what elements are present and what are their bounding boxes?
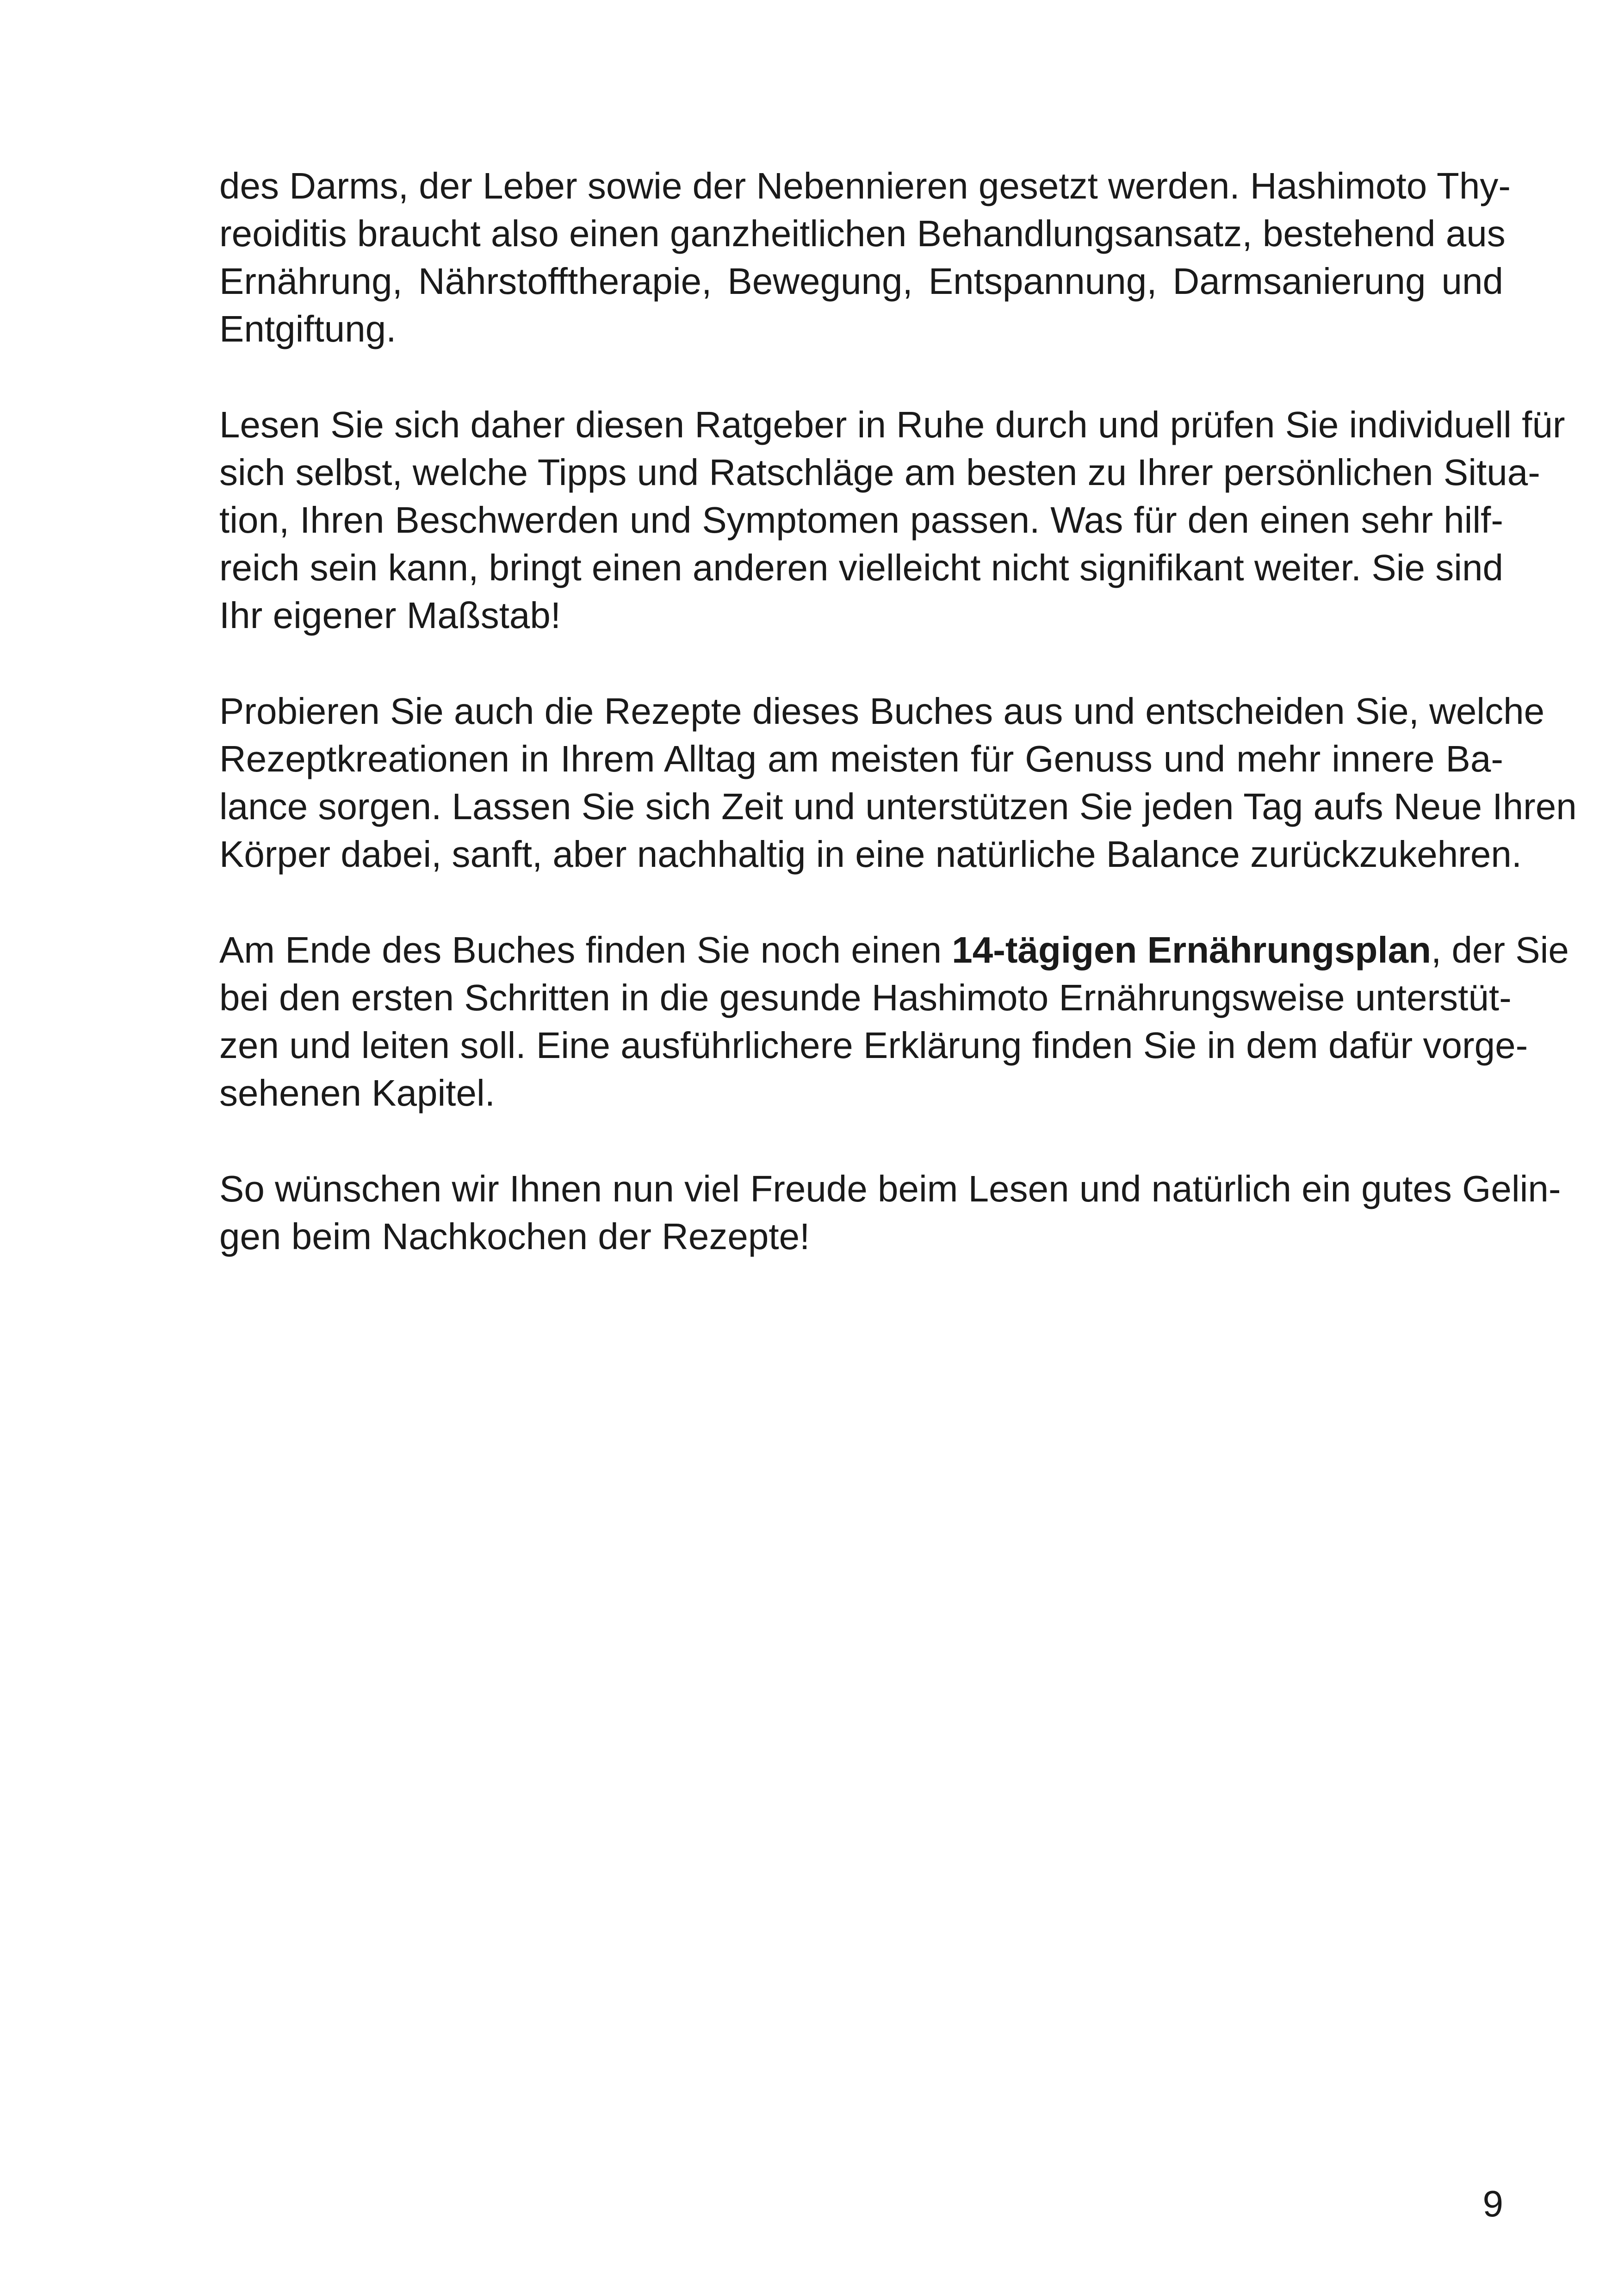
text-line: Ihr eigener Maßstab! — [219, 595, 561, 636]
text-line: sich selbst, welche Tipps und Ratschläge am besten zu Ihrer persönlichen Situa- — [219, 452, 1540, 493]
text-line: Probieren Sie auch die Rezepte dieses Buches aus und entscheiden Sie, welche — [219, 691, 1545, 732]
body-text — [219, 162, 1577, 1260]
paragraph-4 — [219, 926, 1569, 1117]
text-line: Rezeptkreationen in Ihrem Alltag am meisten für Genuss und mehr innere Ba- — [219, 738, 1503, 779]
paragraph-spacer — [219, 1117, 1503, 1165]
text-line: bei den ersten Schritten in die gesunde Hashimoto Ernährungsweise unterstüt- — [219, 977, 1512, 1018]
paragraph-5 — [219, 1165, 1561, 1260]
text-line: des Darms, der Leber sowie der Nebennieren gesetzt werden. Hashimoto Thy- — [219, 165, 1511, 206]
text-line: Ernährung, Nährstofftherapie, Bewegung, Entspannung, Darmsanierung und — [219, 261, 1503, 302]
text-line: sehenen Kapitel. — [219, 1072, 496, 1114]
paragraph-spacer — [219, 353, 1503, 401]
text-run: , der Sie — [1431, 929, 1569, 971]
text-line: Körper dabei, sanft, aber nachhaltig in eine natürliche Balance zurückzukehren. — [219, 834, 1522, 875]
paragraph-2 — [219, 401, 1565, 639]
text-line: gen beim Nachkochen der Rezepte! — [219, 1216, 810, 1257]
paragraph-3 — [219, 687, 1577, 878]
text-line: reich sein kann, bringt einen anderen vielleicht nicht signifikant weiter. Sie sind — [219, 547, 1503, 588]
text-line: Lesen Sie sich daher diesen Ratgeber in Ruhe durch und prüfen Sie individuell für — [219, 404, 1565, 445]
text-line: So wünschen wir Ihnen nun viel Freude beim Lesen und natürlich ein gutes Gelin- — [219, 1168, 1561, 1209]
text-line: Entgiftung. — [219, 308, 397, 349]
text-line: tion, Ihren Beschwerden und Symptomen passen. Was für den einen sehr hilf- — [219, 499, 1503, 541]
paragraph-1 — [219, 162, 1511, 353]
text-run: Am Ende des Buches finden Sie noch einen — [219, 929, 952, 971]
text-line — [219, 926, 1569, 974]
paragraph-spacer — [219, 878, 1503, 926]
paragraph-spacer — [219, 639, 1503, 687]
text-line: zen und leiten soll. Eine ausführlichere Erklärung finden Sie in dem dafür vorge- — [219, 1025, 1528, 1066]
text-line: reoiditis braucht also einen ganzheitlichen Behandlungsansatz, bestehend aus — [219, 213, 1506, 254]
bold-highlight: 14-tägigen Ernährungsplan — [952, 929, 1431, 971]
text-line: lance sorgen. Lassen Sie sich Zeit und unterstützen Sie jeden Tag aufs Neue Ihren — [219, 786, 1577, 827]
page-number: 9 — [1482, 2183, 1503, 2224]
